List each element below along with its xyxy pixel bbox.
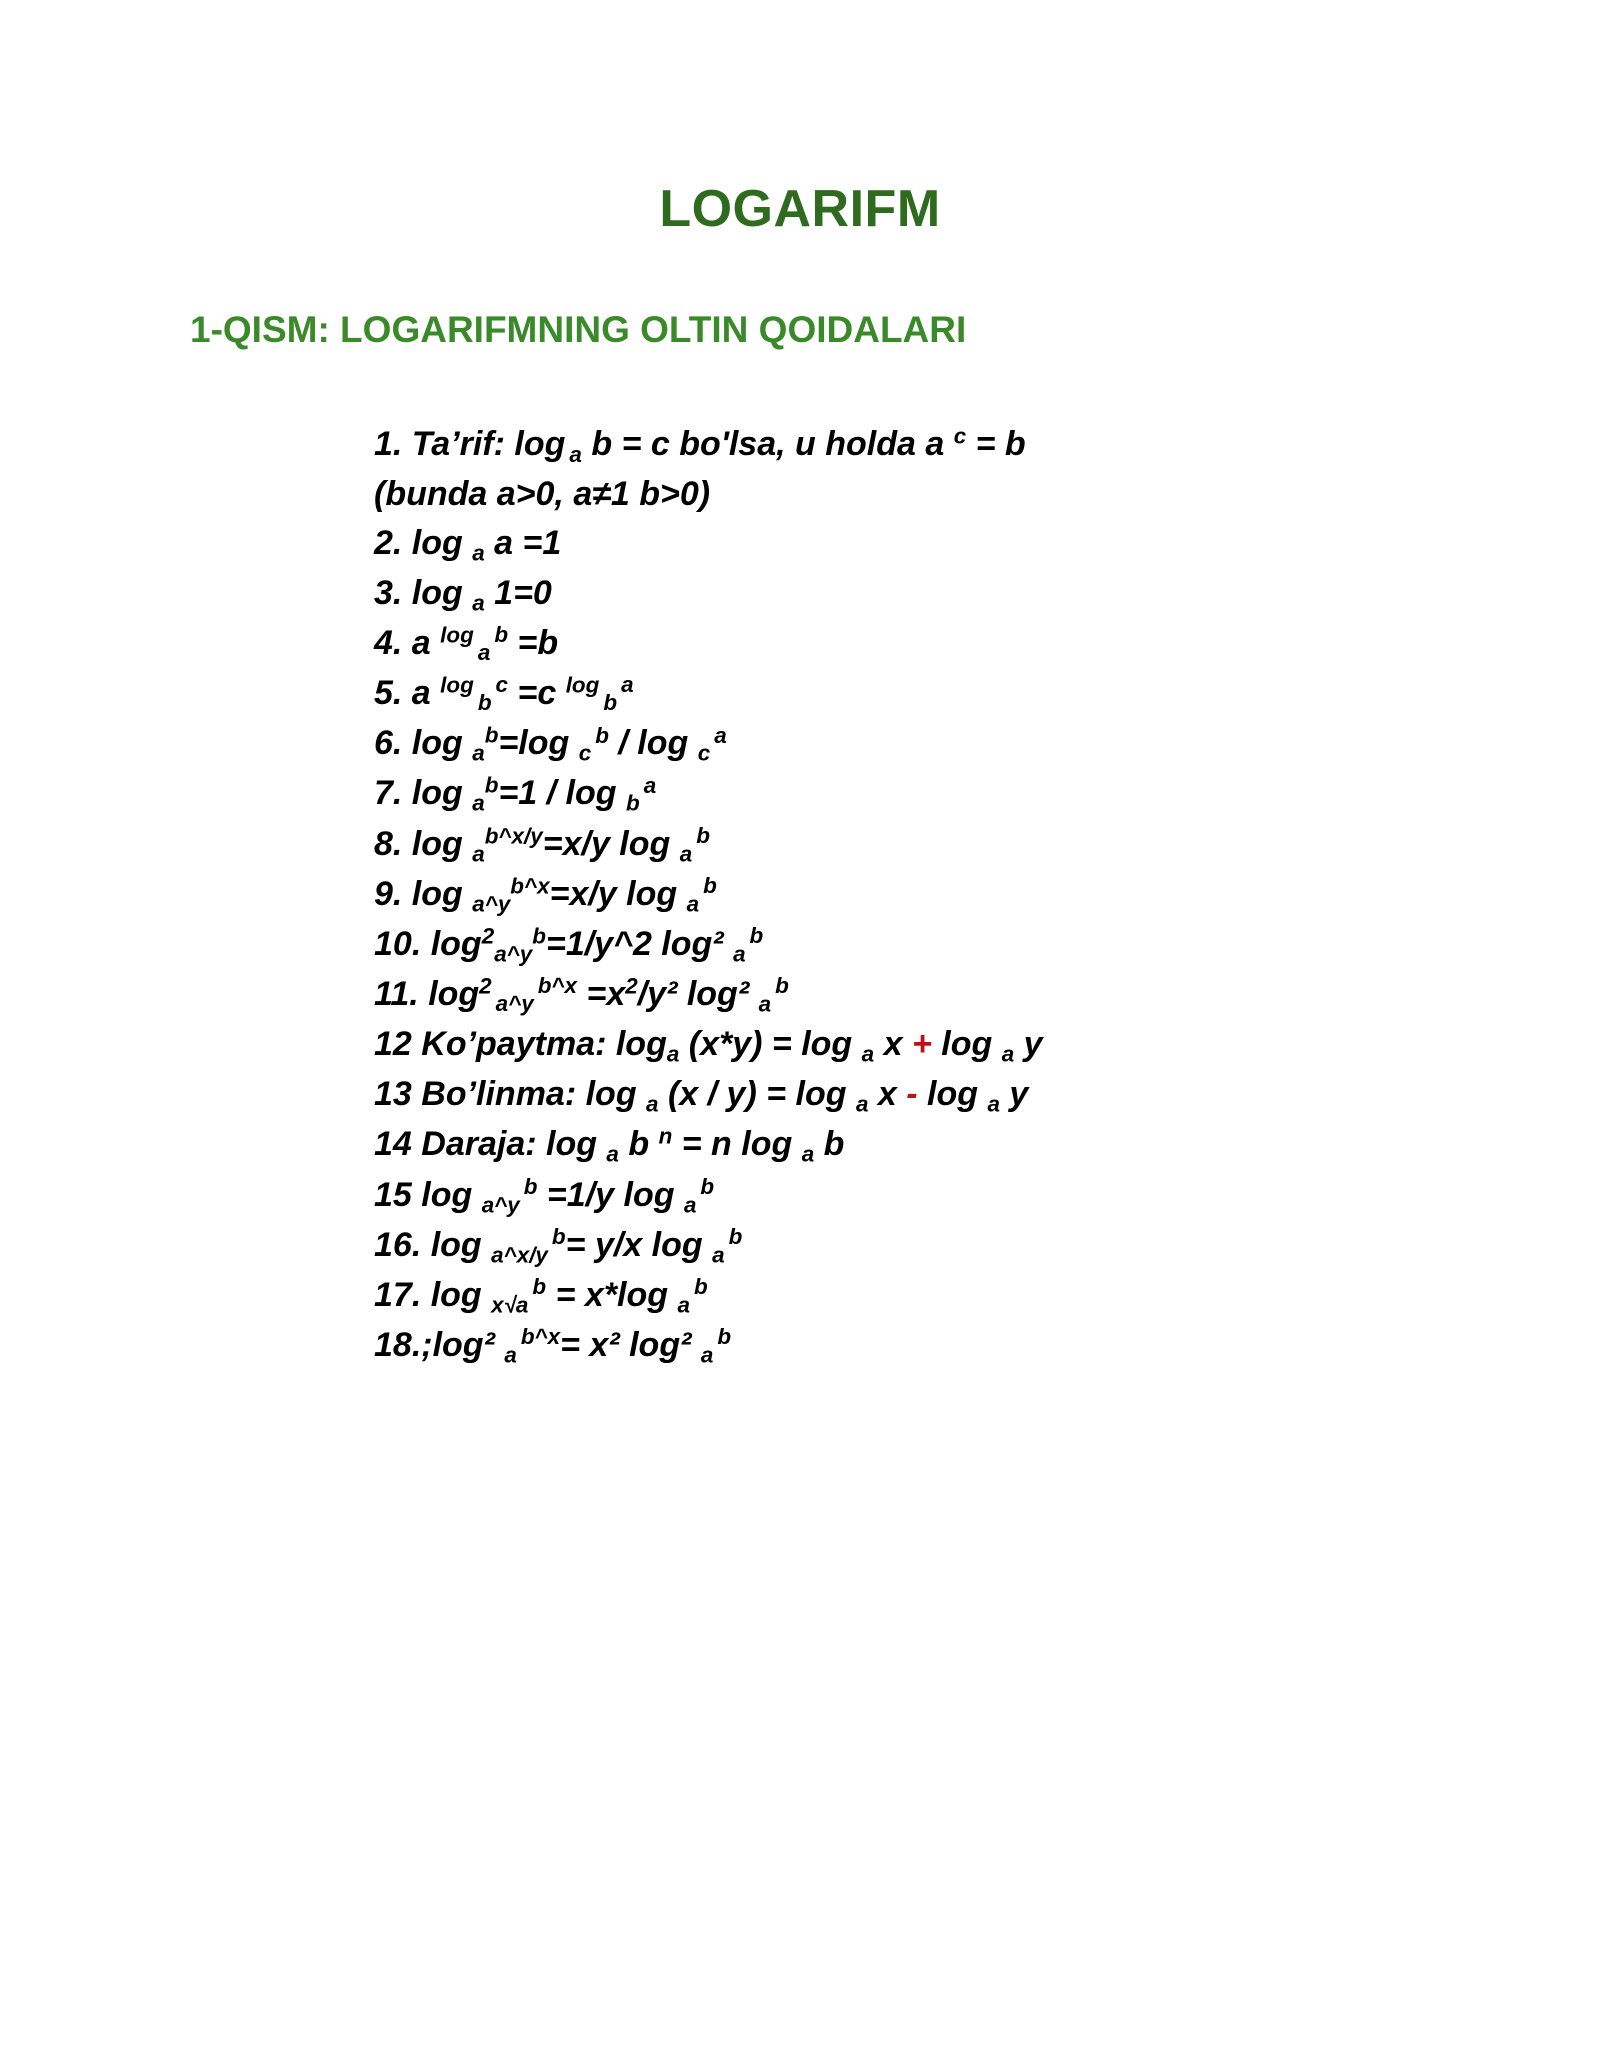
formula-text: x <box>868 1075 907 1114</box>
formula-subscript: a^y <box>495 991 534 1017</box>
formula-subscript: b <box>477 690 492 716</box>
formula-text: b = c bo'lsa, u holda a <box>581 425 954 464</box>
formula-superscript: b <box>494 622 509 648</box>
formula-subscript: a <box>758 991 772 1017</box>
formula-text: 3. log <box>374 573 473 612</box>
list-item <box>374 719 1600 769</box>
formula-superscript: b <box>595 722 609 748</box>
list-item <box>374 1271 1600 1321</box>
list-item <box>374 1120 1600 1170</box>
formula-text: y <box>1014 1025 1043 1064</box>
formula-text: 9. log <box>374 874 473 913</box>
formula-subscript: a <box>646 1091 659 1117</box>
formula-subscript: a <box>472 539 485 565</box>
formula-text: = n log <box>672 1125 802 1164</box>
formula-subscript: a <box>504 1342 517 1368</box>
formula-text: 8. log <box>374 824 473 863</box>
formula-subscript: a <box>700 1342 714 1368</box>
formula-text: = x*log <box>546 1275 678 1314</box>
formula-superscript: a <box>643 772 657 798</box>
formula-subscript: b <box>603 690 618 716</box>
list-item <box>374 820 1600 870</box>
formula-subscript: a <box>569 441 582 467</box>
formula-text: =b <box>508 623 559 662</box>
formula-text: log <box>917 1075 988 1114</box>
formula-text: 18.;log² <box>374 1325 505 1364</box>
formula-superscript: log <box>440 672 474 698</box>
formula-text: b <box>618 1125 659 1164</box>
formula-text: 17. log <box>374 1275 492 1314</box>
minus-operator: - <box>906 1075 918 1114</box>
formula-superscript: a <box>714 722 727 748</box>
formula-subscript: a <box>679 840 693 866</box>
formula-text: = y/x log <box>565 1225 713 1264</box>
formula-text: 11. log <box>374 974 480 1013</box>
formula-text: (x*y) = log <box>679 1025 862 1064</box>
formula-text: / log <box>608 724 698 763</box>
formula-superscript: b^x <box>537 973 578 999</box>
formula-superscript: b^x <box>510 873 550 899</box>
formula-subscript: a^y <box>494 941 533 967</box>
formula-text: a =1 <box>484 523 562 562</box>
formula-superscript: b <box>693 1274 708 1300</box>
formula-subscript: a <box>472 790 485 816</box>
formula-list <box>0 350 1600 1371</box>
formula-text: = b <box>966 425 1026 464</box>
formula-subscript: a^x/y <box>491 1241 548 1267</box>
section-heading: 1-QISM: LOGARIFMNING OLTIN QOIDALARI <box>190 308 967 350</box>
formula-text: 6. log <box>374 724 473 763</box>
formula-text: =1/y log <box>537 1175 684 1214</box>
list-item <box>374 1070 1600 1120</box>
formula-superscript: b <box>703 873 717 899</box>
formula-subscript: a <box>855 1091 869 1117</box>
formula-superscript: b <box>728 1224 743 1249</box>
formula-subscript: a^y <box>481 1191 520 1217</box>
formula-text: 13 Bo’linma: log <box>374 1075 647 1114</box>
formula-text: = x² log² <box>560 1325 701 1364</box>
formula-superscript: c <box>495 672 509 698</box>
formula-subscript: a <box>987 1091 1000 1117</box>
formula-text: =x <box>577 974 626 1013</box>
formula-text: =c <box>508 674 566 713</box>
formula-subscript: a <box>472 840 485 866</box>
formula-text: 12 Ko’paytma: log <box>374 1025 667 1064</box>
list-item <box>374 1221 1600 1271</box>
formula-subscript: a <box>801 1141 815 1167</box>
formula-text: 1=0 <box>484 573 552 612</box>
formula-text: 5. a <box>374 674 441 713</box>
formula-subscript: a <box>472 740 485 766</box>
page-title: LOGARIFM <box>659 180 941 238</box>
formula-text: 15 log <box>374 1175 482 1214</box>
formula-superscript: log <box>440 622 474 648</box>
list-item <box>374 470 1600 518</box>
formula-superscript: 2 <box>479 973 492 999</box>
formula-superscript: b <box>717 1324 732 1350</box>
formula-subscript: a <box>666 1041 680 1067</box>
formula-text: 7. log <box>374 774 473 813</box>
formula-superscript: b <box>484 722 499 748</box>
list-item <box>374 569 1600 619</box>
formula-subscript: a^y <box>472 890 511 916</box>
formula-superscript: b^x <box>520 1324 561 1350</box>
list-item <box>374 1171 1600 1221</box>
list-item <box>374 1020 1600 1070</box>
formula-superscript: b <box>700 1173 715 1199</box>
plus-operator: + <box>911 1025 932 1064</box>
formula-subscript: a <box>1001 1041 1015 1067</box>
formula-text: 10. log <box>374 924 482 963</box>
list-item <box>374 669 1600 719</box>
formula-superscript: b <box>551 1224 566 1249</box>
formula-superscript: b <box>749 923 764 949</box>
formula-superscript: 2 <box>625 973 638 999</box>
formula-text: 14 Daraja: log <box>374 1125 607 1164</box>
formula-superscript: b <box>532 923 546 949</box>
formula-subscript: a <box>733 941 746 967</box>
formula-text: 2. log <box>374 523 473 562</box>
formula-superscript: a <box>621 672 634 698</box>
formula-subscript: b <box>625 790 640 816</box>
formula-subscript: c <box>578 740 592 766</box>
formula-text: x <box>874 1025 912 1064</box>
formula-superscript: b <box>775 973 789 999</box>
formula-superscript: b^x/y <box>484 822 543 848</box>
formula-text: =x/y log <box>549 874 687 913</box>
formula-superscript: c <box>953 423 967 449</box>
formula-text: 16. log <box>374 1225 492 1264</box>
formula-subscript: a <box>686 890 700 916</box>
formula-text: (x / y) = log <box>658 1075 856 1114</box>
list-item <box>374 420 1600 470</box>
formula-superscript: b <box>532 1274 547 1300</box>
formula-text: =log <box>498 724 579 763</box>
formula-text: (bunda a>0, a≠1 b>0) <box>374 475 711 514</box>
formula-text: b <box>814 1125 845 1164</box>
list-item <box>374 1321 1600 1371</box>
formula-text: y <box>999 1075 1029 1114</box>
formula-subscript: a <box>712 1241 725 1267</box>
formula-text: =x/y log <box>542 824 680 863</box>
list-item <box>374 519 1600 569</box>
formula-superscript: n <box>658 1123 673 1149</box>
formula-superscript: 2 <box>481 923 495 949</box>
formula-text: 1. Ta’rif: log <box>374 425 566 464</box>
formula-subscript: a <box>477 640 491 666</box>
formula-superscript: b <box>696 822 710 848</box>
list-item <box>374 970 1600 1020</box>
formula-subscript: a <box>472 590 485 616</box>
formula-superscript: b <box>484 772 499 798</box>
formula-subscript: x√a <box>491 1292 529 1318</box>
formula-subscript: a <box>861 1041 875 1067</box>
formula-text: log <box>931 1025 1002 1064</box>
formula-superscript: b <box>523 1173 538 1199</box>
list-item <box>374 920 1600 970</box>
formula-subscript: a <box>677 1292 690 1318</box>
list-item <box>374 769 1600 819</box>
list-item <box>374 619 1600 669</box>
formula-subscript: a <box>606 1141 619 1167</box>
formula-text: 4. a <box>374 623 441 662</box>
formula-text: =1 / log <box>498 774 626 813</box>
formula-subscript: c <box>697 740 711 766</box>
formula-subscript: a <box>683 1191 697 1217</box>
formula-text: /y² log² <box>637 974 759 1013</box>
formula-text: =1/y^2 log² <box>545 924 734 963</box>
list-item <box>374 870 1600 920</box>
formula-superscript: log <box>565 672 600 698</box>
